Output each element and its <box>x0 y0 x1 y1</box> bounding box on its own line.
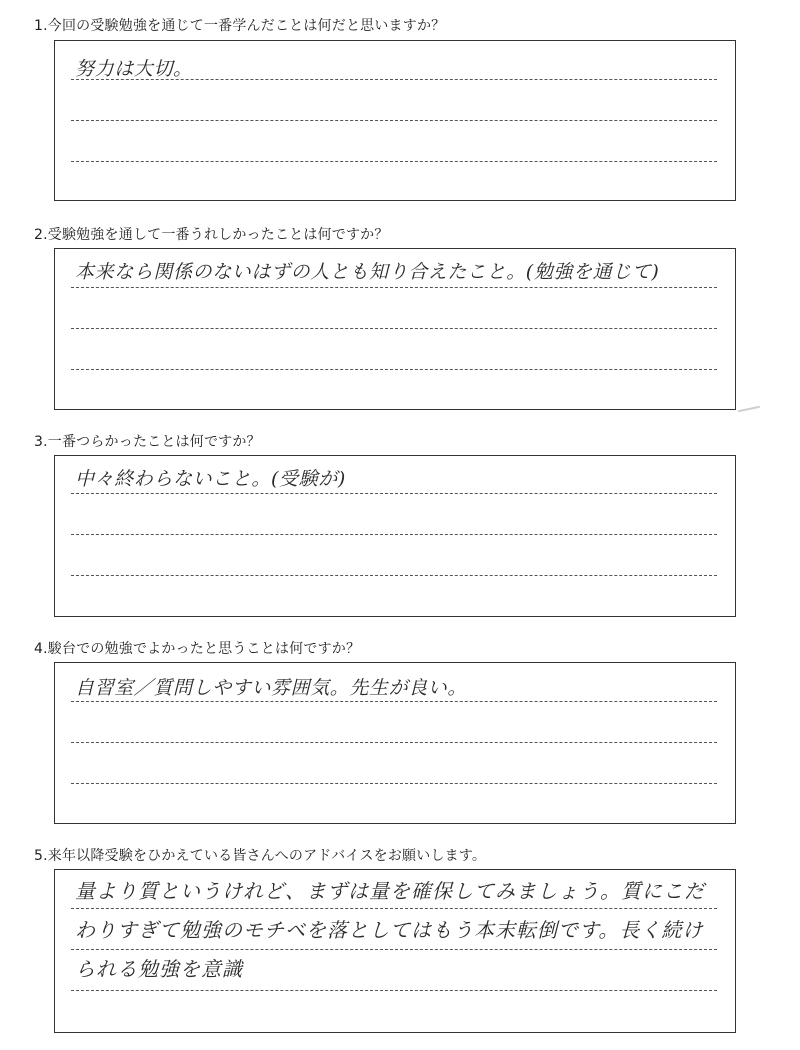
answer-line <box>71 120 717 121</box>
answer-4-handwriting: 自習室／質問しやすい雰囲気。先生が良い。 <box>75 677 468 699</box>
answer-1-handwriting: 努力は大切。 <box>75 58 193 80</box>
answer-line <box>71 575 717 576</box>
answer-box-1[interactable] <box>54 40 736 201</box>
question-2-prompt: 2.受験勉強を通して一番うれしかったことは何ですか？ <box>34 227 389 243</box>
answer-box-2[interactable] <box>54 248 736 410</box>
answer-line <box>71 287 717 288</box>
question-3-prompt: 3.一番つらかったことは何ですか？ <box>34 434 261 450</box>
answer-line <box>71 534 717 535</box>
answer-3-handwriting: 中々終わらないこと。(受験が) <box>75 468 346 490</box>
answer-2-handwriting: 本来なら関係のないはずの人とも知り合えたこと。(勉強を通じて) <box>75 261 660 283</box>
answer-box-5[interactable] <box>54 869 736 1033</box>
answer-box-4[interactable] <box>54 662 736 824</box>
answer-line <box>71 328 717 329</box>
answer-line <box>71 369 717 370</box>
question-4-prompt: 4.駿台での勉強でよかったと思うことは何ですか？ <box>34 641 361 657</box>
scan-artifact <box>738 406 760 413</box>
question-1-prompt: 1.今回の受験勉強を通じて一番学んだことは何だと思いますか？ <box>34 18 446 34</box>
answer-box-3[interactable] <box>54 455 736 617</box>
answer-line <box>71 990 717 991</box>
answer-line <box>71 701 717 702</box>
answer-line <box>71 79 717 80</box>
answer-line <box>71 493 717 494</box>
answer-line <box>71 783 717 784</box>
question-5-prompt: 5.来年以降受験をひかえている皆さんへのアドバイスをお願いします。 <box>34 848 487 864</box>
answer-line <box>71 161 717 162</box>
answer-5-handwriting: 量より質というけれど、まずは量を確保してみましょう。質にこだわりすぎて勉強のモチベを落としてはもう本末転倒です。長く続けられる勉強を意識 <box>75 879 705 981</box>
answer-line <box>71 742 717 743</box>
